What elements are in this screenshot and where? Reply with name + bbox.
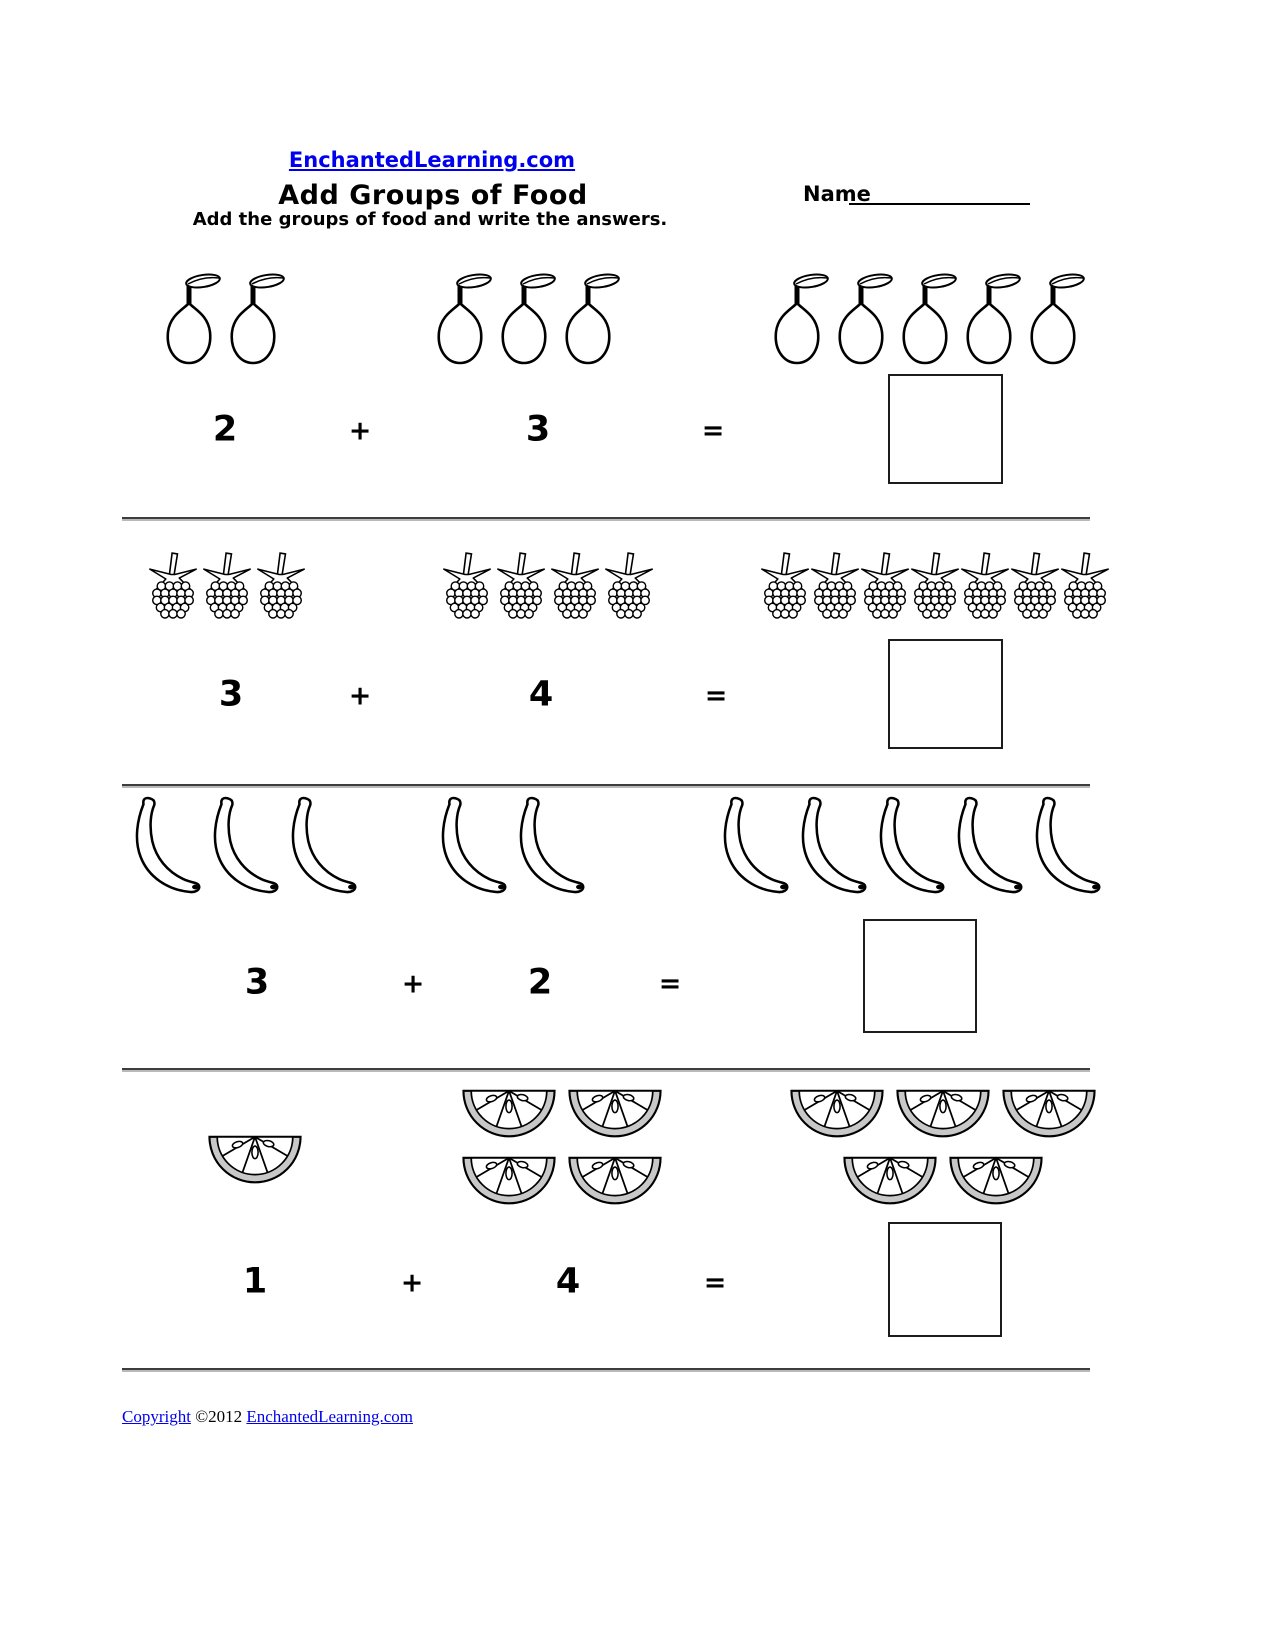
pear-icon <box>157 268 221 368</box>
name-label: Name <box>803 182 871 206</box>
fruit-group-addend2 <box>430 795 586 899</box>
pear-icon <box>221 268 285 368</box>
melon-icon <box>893 1086 993 1148</box>
pear-icon <box>492 268 556 368</box>
equals-sign: = <box>658 968 682 1000</box>
pear-icon <box>1021 268 1085 368</box>
banana-icon <box>508 795 586 899</box>
equals-sign: = <box>701 415 725 447</box>
answer-box[interactable] <box>863 919 977 1033</box>
fruit-group-addend2 <box>428 268 620 368</box>
name-write-in-line[interactable] <box>849 180 1030 205</box>
answer-box[interactable] <box>888 1222 1002 1337</box>
banana-icon <box>280 795 358 899</box>
melon-icon <box>946 1153 1046 1215</box>
fruit-group-addend1 <box>124 795 358 899</box>
addend1-label: 2 <box>212 409 238 450</box>
plus-sign: + <box>401 968 425 1000</box>
section-divider <box>122 517 1090 521</box>
footer-site-link[interactable]: EnchantedLearning.com <box>246 1407 413 1426</box>
berry-icon <box>960 552 1010 622</box>
melon-icon <box>840 1153 940 1215</box>
fruit-group-addend2 <box>442 552 654 622</box>
berry-icon <box>256 552 306 622</box>
banana-icon <box>430 795 508 899</box>
berry-icon <box>1010 552 1060 622</box>
fruit-group-addend2 <box>458 1086 666 1215</box>
answer-box[interactable] <box>888 374 1003 484</box>
berry-icon <box>1060 552 1110 622</box>
fruit-group-addend1 <box>157 268 285 368</box>
pear-icon <box>428 268 492 368</box>
banana-icon <box>124 795 202 899</box>
section-divider <box>122 784 1090 788</box>
pear-icon <box>893 268 957 368</box>
berry-icon <box>496 552 546 622</box>
equals-sign: = <box>704 680 728 712</box>
fruit-group-addend1 <box>148 552 306 622</box>
pear-icon <box>829 268 893 368</box>
plus-sign: + <box>348 680 372 712</box>
instructions-text: Add the groups of food and write the answers. <box>192 209 668 230</box>
berry-icon <box>860 552 910 622</box>
addend2-label: 3 <box>525 409 551 450</box>
berry-icon <box>910 552 960 622</box>
melon-icon <box>205 1132 305 1194</box>
banana-icon <box>1024 795 1102 899</box>
berry-icon <box>604 552 654 622</box>
copyright-link[interactable]: Copyright <box>122 1407 191 1426</box>
fruit-group-sum <box>765 268 1085 368</box>
banana-icon <box>202 795 280 899</box>
banana-icon <box>790 795 868 899</box>
pear-icon <box>765 268 829 368</box>
berry-icon <box>760 552 810 622</box>
page-title: Add Groups of Food <box>278 180 588 211</box>
addend2-label: 4 <box>555 1261 581 1302</box>
melon-icon <box>565 1153 665 1215</box>
addend1-label: 1 <box>242 1261 268 1302</box>
banana-icon <box>712 795 790 899</box>
addend1-label: 3 <box>218 674 244 715</box>
melon-icon <box>565 1086 665 1148</box>
copyright-year: ©2012 <box>195 1407 243 1426</box>
berry-icon <box>442 552 492 622</box>
fruit-group-sum <box>786 1086 1100 1215</box>
fruit-group-sum <box>712 795 1102 899</box>
berry-icon <box>148 552 198 622</box>
section-divider <box>122 1068 1090 1072</box>
berry-icon <box>202 552 252 622</box>
addend2-label: 4 <box>528 674 554 715</box>
melon-icon <box>459 1153 559 1215</box>
banana-icon <box>946 795 1024 899</box>
pear-icon <box>556 268 620 368</box>
copyright-line <box>122 1407 413 1427</box>
banana-icon <box>868 795 946 899</box>
fruit-group-addend1 <box>205 1132 305 1194</box>
plus-sign: + <box>348 415 372 447</box>
footer-divider <box>122 1368 1090 1372</box>
fruit-group-sum <box>760 552 1110 622</box>
addend1-label: 3 <box>244 962 270 1003</box>
berry-icon <box>550 552 600 622</box>
equals-sign: = <box>703 1267 727 1299</box>
melon-icon <box>999 1086 1099 1148</box>
melon-icon <box>459 1086 559 1148</box>
site-link[interactable]: EnchantedLearning.com <box>288 148 576 172</box>
melon-icon <box>787 1086 887 1148</box>
berry-icon <box>810 552 860 622</box>
addend2-label: 2 <box>527 962 553 1003</box>
pear-icon <box>957 268 1021 368</box>
answer-box[interactable] <box>888 639 1003 749</box>
plus-sign: + <box>400 1267 424 1299</box>
